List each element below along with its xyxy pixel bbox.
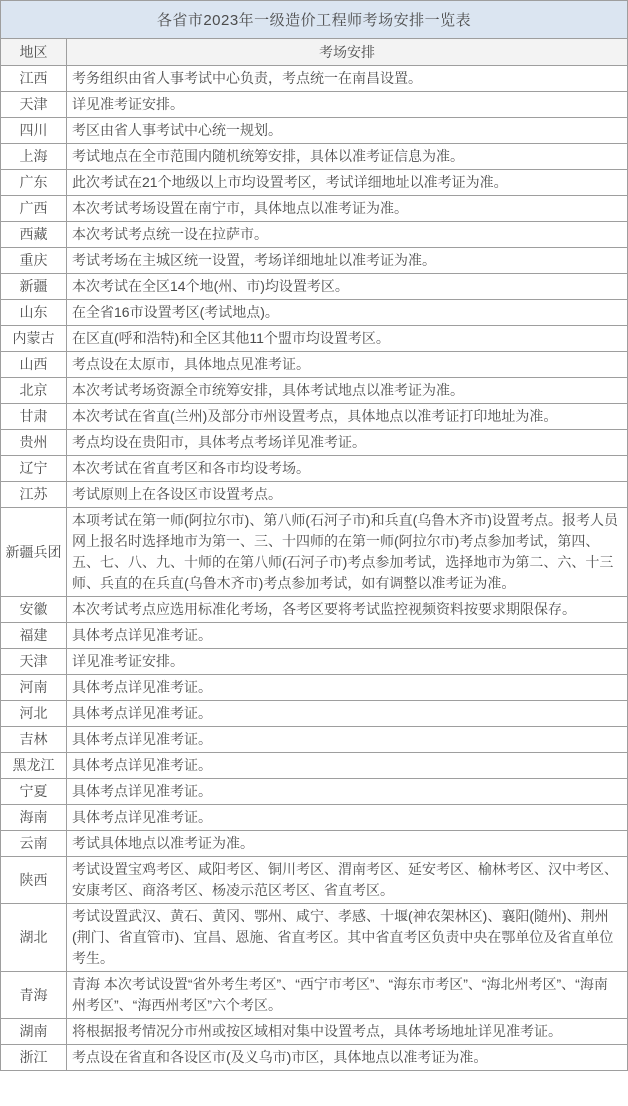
arrangement-cell: 考试地点在全市范围内随机统筹安排，具体以准考证信息为准。 (67, 144, 628, 170)
arrangement-cell: 考试原则上在各设区市设置考点。 (67, 482, 628, 508)
region-cell: 广西 (1, 196, 67, 222)
region-cell: 贵州 (1, 430, 67, 456)
region-cell: 浙江 (1, 1045, 67, 1071)
region-cell: 天津 (1, 92, 67, 118)
arrangement-cell: 详见准考证安排。 (67, 92, 628, 118)
table-row (1, 482, 628, 508)
region-cell: 西藏 (1, 222, 67, 248)
arrangement-cell: 考区由省人事考试中心统一规划。 (67, 118, 628, 144)
region-cell: 新疆兵团 (1, 508, 67, 597)
region-cell: 山东 (1, 300, 67, 326)
arrangement-cell: 考试设置宝鸡考区、咸阳考区、铜川考区、渭南考区、延安考区、榆林考区、汉中考区、安康考区、商洛考区、杨凌示范区考区、省直考区。 (67, 857, 628, 904)
arrangement-cell: 详见准考证安排。 (67, 649, 628, 675)
arrangement-cell: 本次考试考场资源全市统筹安排，具体考试地点以准考证为准。 (67, 378, 628, 404)
table-row (1, 972, 628, 1019)
table-title-row (1, 1, 628, 39)
table-row (1, 404, 628, 430)
region-cell: 海南 (1, 805, 67, 831)
column-header-arrangement: 考场安排 (67, 39, 628, 66)
region-cell: 青海 (1, 972, 67, 1019)
region-cell: 广东 (1, 170, 67, 196)
table-row (1, 222, 628, 248)
column-header-row (1, 39, 628, 66)
arrangement-cell: 本次考试考场设置在南宁市，具体地点以准考证为准。 (67, 196, 628, 222)
arrangement-cell: 考试考场在主城区统一设置，考场详细地址以准考证为准。 (67, 248, 628, 274)
table-row (1, 779, 628, 805)
arrangement-cell: 具体考点详见准考证。 (67, 805, 628, 831)
table-row (1, 727, 628, 753)
region-cell: 黑龙江 (1, 753, 67, 779)
region-cell: 湖南 (1, 1019, 67, 1045)
arrangement-cell: 具体考点详见准考证。 (67, 623, 628, 649)
region-cell: 天津 (1, 649, 67, 675)
region-cell: 上海 (1, 144, 67, 170)
arrangement-cell: 考试具体地点以准考证为准。 (67, 831, 628, 857)
table-row (1, 352, 628, 378)
table-row (1, 831, 628, 857)
arrangement-cell: 在区直(呼和浩特)和全区其他11个盟市均设置考区。 (67, 326, 628, 352)
column-header-region: 地区 (1, 39, 67, 66)
region-cell: 甘肃 (1, 404, 67, 430)
table-title: 各省市2023年一级造价工程师考场安排一览表 (1, 1, 628, 39)
region-cell: 江苏 (1, 482, 67, 508)
table-row (1, 92, 628, 118)
arrangement-cell: 具体考点详见准考证。 (67, 727, 628, 753)
table-row (1, 170, 628, 196)
table-row (1, 597, 628, 623)
arrangement-cell: 考务组织由省人事考试中心负责，考点统一在南昌设置。 (67, 66, 628, 92)
table-row (1, 508, 628, 597)
arrangement-cell: 具体考点详见准考证。 (67, 675, 628, 701)
arrangement-cell: 本次考试考点应选用标准化考场，各考区要将考试监控视频资料按要求期限保存。 (67, 597, 628, 623)
arrangement-cell: 青海 本次考试设置“省外考生考区”、“西宁市考区”、“海东市考区”、“海北州考区”、“海南州考区”、“海西州考区”六个考区。 (67, 972, 628, 1019)
arrangement-cell: 将根据报考情况分市州或按区域相对集中设置考点，具体考场地址详见准考证。 (67, 1019, 628, 1045)
region-cell: 福建 (1, 623, 67, 649)
region-cell: 辽宁 (1, 456, 67, 482)
table-row (1, 857, 628, 904)
table-row (1, 649, 628, 675)
region-cell: 吉林 (1, 727, 67, 753)
table-row (1, 196, 628, 222)
table-row (1, 66, 628, 92)
table-row (1, 118, 628, 144)
table-row (1, 326, 628, 352)
arrangement-cell: 考试设置武汉、黄石、黄冈、鄂州、咸宁、孝感、十堰(神农架林区)、襄阳(随州)、荆州(荆门、省直管市)、宜昌、恩施、省直考区。其中省直考区负责中央在鄂单位及省直单位考生。 (67, 904, 628, 972)
region-cell: 内蒙古 (1, 326, 67, 352)
table-row (1, 1045, 628, 1071)
region-cell: 陕西 (1, 857, 67, 904)
region-cell: 北京 (1, 378, 67, 404)
arrangement-cell: 具体考点详见准考证。 (67, 753, 628, 779)
arrangement-cell: 本次考试在省直考区和各市均设考场。 (67, 456, 628, 482)
arrangement-cell: 本次考试在全区14个地(州、市)均设置考区。 (67, 274, 628, 300)
table-row (1, 456, 628, 482)
arrangement-cell: 考点均设在贵阳市，具体考点考场详见准考证。 (67, 430, 628, 456)
table-row (1, 701, 628, 727)
region-cell: 山西 (1, 352, 67, 378)
region-cell: 四川 (1, 118, 67, 144)
table-row (1, 805, 628, 831)
table-row (1, 904, 628, 972)
table-head (1, 1, 628, 66)
table-row (1, 144, 628, 170)
arrangement-cell: 在全省16市设置考区(考试地点)。 (67, 300, 628, 326)
table-row (1, 300, 628, 326)
region-cell: 安徽 (1, 597, 67, 623)
table-body (1, 66, 628, 1071)
arrangement-cell: 此次考试在21个地级以上市均设置考区，考试详细地址以准考证为准。 (67, 170, 628, 196)
table-row (1, 274, 628, 300)
arrangement-cell: 考点设在太原市，具体地点见准考证。 (67, 352, 628, 378)
region-cell: 新疆 (1, 274, 67, 300)
region-cell: 河北 (1, 701, 67, 727)
table-row (1, 378, 628, 404)
arrangement-cell: 具体考点详见准考证。 (67, 779, 628, 805)
table-row (1, 753, 628, 779)
region-cell: 宁夏 (1, 779, 67, 805)
arrangement-cell: 具体考点详见准考证。 (67, 701, 628, 727)
arrangement-cell: 考点设在省直和各设区市(及义乌市)市区，具体地点以准考证为准。 (67, 1045, 628, 1071)
region-cell: 河南 (1, 675, 67, 701)
table-row (1, 430, 628, 456)
table-row (1, 248, 628, 274)
table-row (1, 675, 628, 701)
region-cell: 湖北 (1, 904, 67, 972)
table-row (1, 623, 628, 649)
arrangement-cell: 本次考试考点统一设在拉萨市。 (67, 222, 628, 248)
region-cell: 云南 (1, 831, 67, 857)
region-cell: 江西 (1, 66, 67, 92)
region-cell: 重庆 (1, 248, 67, 274)
arrangement-cell: 本项考试在第一师(阿拉尔市)、第八师(石河子市)和兵直(乌鲁木齐市)设置考点。报考人员网上报名时选择地市为第一、三、十四师的在第一师(阿拉尔市)考点参加考试，第四、五、七、八、九、十师的在第八师(石河子市)考点参加考试，选择地市为第二、六、十三师、兵直的在兵直(乌鲁木齐市)考点参加考试，如有调整以准考证为准。 (67, 508, 628, 597)
table-row (1, 1019, 628, 1045)
arrangement-cell: 本次考试在省直(兰州)及部分市州设置考点，具体地点以准考证打印地址为准。 (67, 404, 628, 430)
